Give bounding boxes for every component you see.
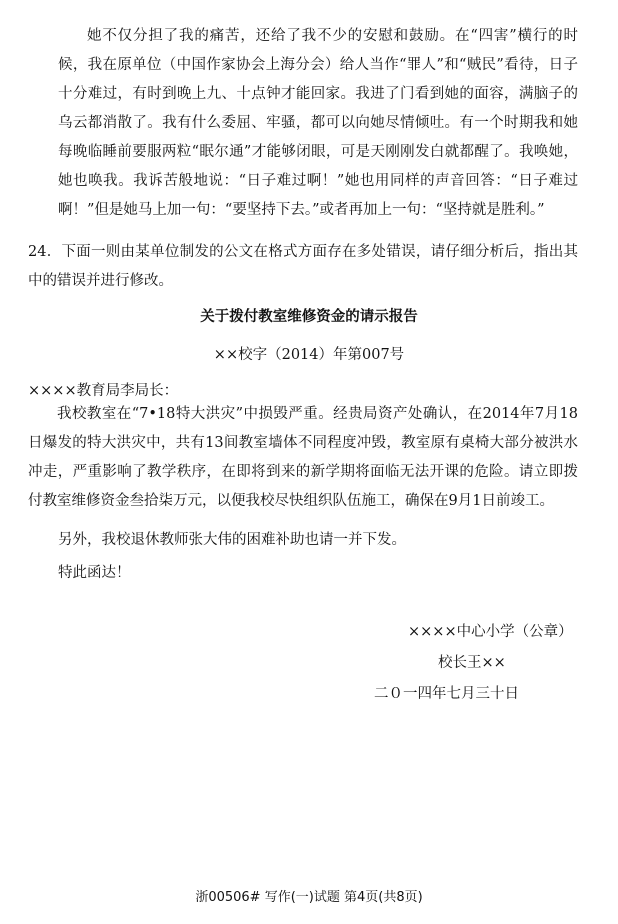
question-24: 24．下面一则由某单位制发的公文在格式方面存在多处错误，请仔细分析后，指出其中的错误并进行修改。 [28,244,578,289]
page-footer: 浙00506# 写作(一)试题 第4页(共8页) [195,890,423,905]
document-body-1: 我校教室在“7•18特大洪灾”中损毁严重。经贵局资产处确认，在2014年7月18日爆发的特大洪灾中，共有13间教室墙体不同程度冲毁，教室原有桌椅大部分被洪水冲走，严重影响了教学秩序，在即将到来的新学期将面临无法开课的危险。请立即拨付教室维修资金叁拾柒万元，以便我校尽快组织队伍施工，确保在9月1日前竣工。 [28,406,578,509]
story-paragraph: 她不仅分担了我的痛苦，还给了我不少的安慰和鼓励。在“四害”横行的时候，我在原单位（中国作家协会上海分会）给人当作“罪人”和“贼民”看待，日子十分难过，有时到晚上九、十点钟才能回家。我进了门看到她的面容，满脑子的乌云都消散了。我有什么委屈、牢骚，都可以向她尽情倾吐。有一个时期我和她每晚临睡前要服两粒“眠尔通”才能够闭眼，可是天刚刚发白就都醒了。我唤她，她也唤我。我诉苦般地说：“日子难过啊！”她也用同样的声音回答：“日子难过啊！”但是她马上加一句：“要坚持下去。”或者再加上一句：“坚持就是胜利。” [58,28,578,218]
signature-principal: 校长王×× [438,655,506,671]
signature-organization: ××××中心小学（公章） [408,624,573,640]
document-body-2: 另外，我校退休教师张大伟的困难补助也请一并下发。 [58,532,406,548]
signature-date: 二０一四年七月三十日 [374,686,519,702]
document-title: 关于拨付教室维修资金的请示报告 [200,309,418,325]
document-recipient: ××××教育局李局长： [28,383,179,399]
document-closing: 特此函达！ [58,565,131,581]
document-number: ××校字（2014）年第007号 [213,347,405,363]
